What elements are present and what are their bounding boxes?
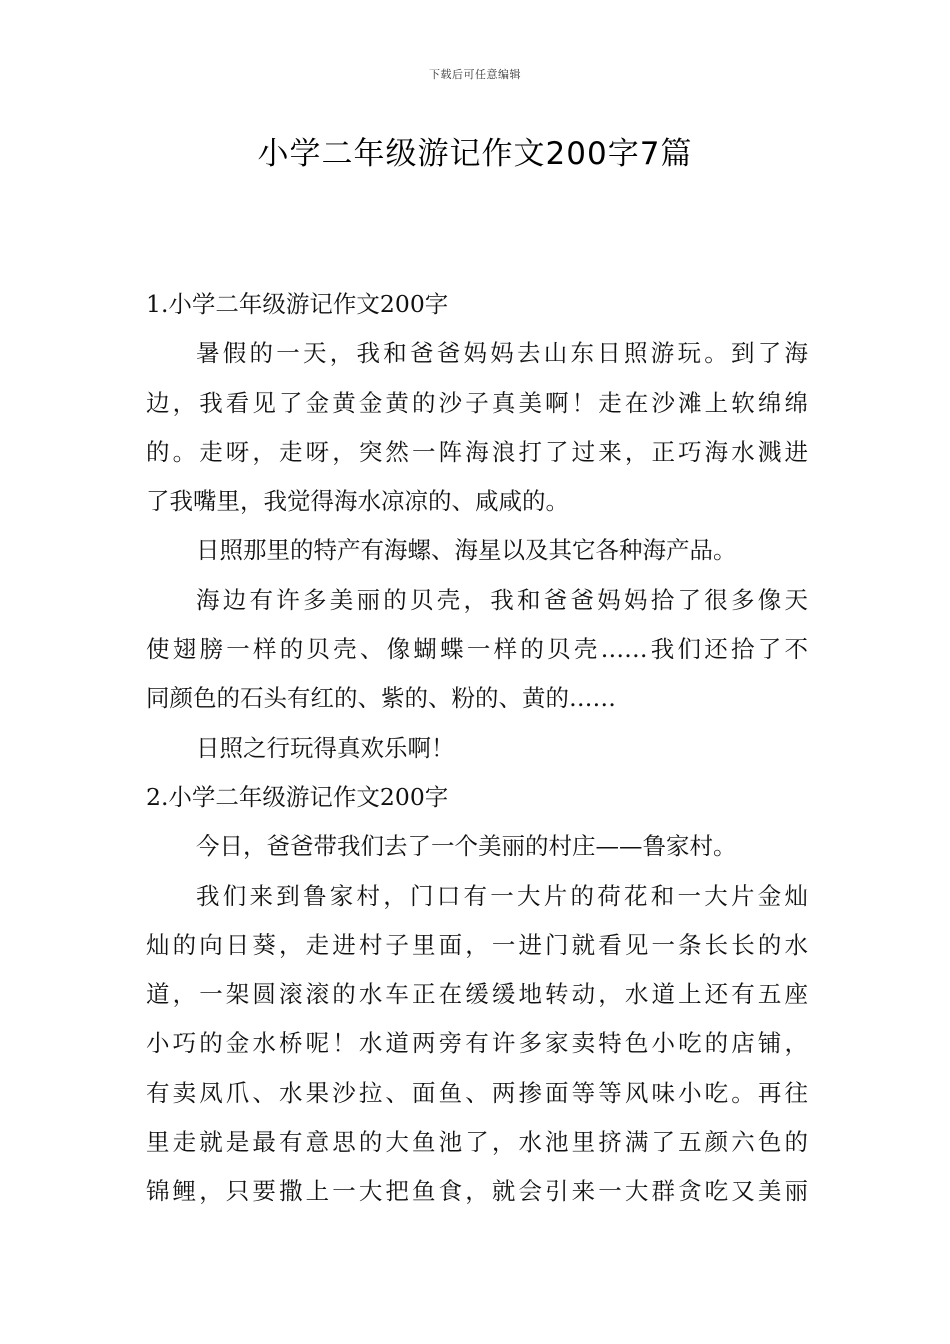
text-line: 日照之行玩得真欢乐啊！	[196, 733, 455, 762]
text-line: 今日，爸爸带我们去了一个美丽的村庄——鲁家村。	[196, 832, 737, 861]
text-line: 同颜色的石头有红的、紫的、粉的、黄的……	[146, 684, 616, 713]
paragraph	[146, 872, 808, 1217]
text-line: 有卖凤爪、水果沙拉、面鱼、两掺面等等风味小吃。再往	[146, 1078, 808, 1107]
paragraph	[146, 329, 808, 526]
paragraph	[146, 576, 808, 724]
section-heading: 2.小学二年级游记作文200字	[146, 782, 449, 811]
text-line: 道，一架圆滚滚的水车正在缓缓地转动，水道上还有五座	[146, 980, 808, 1009]
paragraph	[146, 822, 808, 871]
text-line: 使翅膀一样的贝壳、像蝴蝶一样的贝壳……我们还拾了不	[146, 635, 808, 664]
text-line: 了我嘴里，我觉得海水凉凉的、咸咸的。	[146, 487, 569, 516]
text-line: 日照那里的特产有海螺、海星以及其它各种海产品。	[196, 536, 737, 565]
text-line: 我们来到鲁家村，门口有一大片的荷花和一大片金灿	[196, 881, 808, 910]
document-title: 小学二年级游记作文200字7篇	[257, 136, 693, 172]
paragraph	[146, 526, 808, 575]
text-line: 小巧的金水桥呢！水道两旁有许多家卖特色小吃的店铺，	[146, 1029, 808, 1058]
section-heading: 1.小学二年级游记作文200字	[146, 290, 449, 318]
header-note: 下载后可任意编辑	[429, 68, 521, 81]
text-line: 里走就是最有意思的大鱼池了，水池里挤满了五颜六色的	[146, 1128, 808, 1157]
text-line: 锦鲤，只要撒上一大把鱼食，就会引来一大群贪吃又美丽	[146, 1177, 808, 1206]
text-line: 灿的向日葵，走进村子里面，一进门就看见一条长长的水	[146, 930, 808, 959]
text-line: 暑假的一天，我和爸爸妈妈去山东日照游玩。到了海	[196, 339, 808, 368]
section-2	[146, 773, 808, 1217]
paragraph	[146, 724, 808, 773]
text-line: 海边有许多美丽的贝壳，我和爸爸妈妈拾了很多像天	[196, 585, 808, 614]
section-1	[146, 280, 808, 773]
text-line: 的。走呀，走呀，突然一阵海浪打了过来，正巧海水溅进	[146, 437, 808, 466]
document-body	[146, 280, 808, 1217]
text-line: 边，我看见了金黄金黄的沙子真美啊！走在沙滩上软绵绵	[146, 388, 808, 417]
